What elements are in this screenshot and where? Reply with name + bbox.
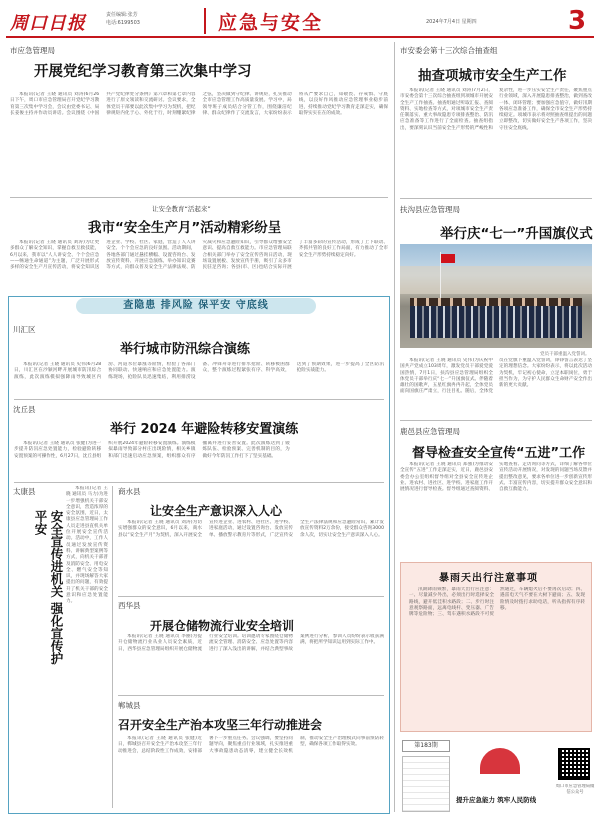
label-fugou: 扶沟县应急管理局 bbox=[400, 205, 460, 214]
headline-shenqiu: 举行 2024 年避险转移安置演练 bbox=[110, 422, 299, 437]
headline-taikang-text: 安全宣传进机关 强化宣传护平安 bbox=[33, 510, 64, 665]
article-xihua: 本报讯(记者 王晓 通讯员 李丽)为提升仓储物流行业从业人员安全素质，近日，西华县应急管理局组织开展仓储物流行业安全培训。培训邀请专家围绕仓储物流安全管理、消防安全、应急处置等内容进行了深入浅出的讲解，并结合典型事故案例进行分析，参训人员纷纷表示收获满满，将把所学知识运用到实际工作中。 bbox=[118, 634, 384, 652]
article-yuncheng: 本报讯(记者 王晓 通讯员 张健)近日，郸城县召开安全生产治本攻坚三年行动推进会，总结阶段性工作成效，安排部署下一步重点任务。会议强调，要坚持问题导向，聚焦重点行业领域，扎实推进重大事故隐患动态清零，建立健全长效机制，推动安全生产治理模式向事前预防转型，确保各项工作取得实效。 bbox=[118, 736, 384, 754]
headline-month: 我市“安全生产月”活动精彩纷呈 bbox=[88, 220, 282, 236]
phone-info: 电话:6199503 bbox=[106, 20, 140, 26]
article-month: 本报讯(记者 王晓 通讯员 刘涛)为让更多群众了解安全知识，掌握自救互救技能，6月以来，我市以“人人讲安全、个个会应急——畅通生命通道”为主题，广泛开展形式多样的安全生产月宣传活动，将安全知识送进企业、学校、社区、家庭，营造了人人讲安全、个个会应急的良好氛围。活动期间，各地各部门通过悬挂横幅、设置咨询台、发放宣传资料、开展应急演练、举办知识竞赛等方式，向群众普及安全生产法律法规、防灾减灾和应急避险知识，引导群众增强安全意识、提高自救互救能力。市应急管理局联合相关部门举办了安全宣传咨询日活动，现场设置展板、发放宣传手册，吸引了众多市民驻足咨询；各县(市、区)也结合实际开展了丰富多彩的宣传活动，形成了上下联动、齐抓共管的良好工作局面，有力推动了全市安全生产形势持续稳定向好。 bbox=[10, 240, 388, 271]
page-number: 3 bbox=[568, 6, 587, 36]
headline-chuanhui: 举行城市防汛综合演练 bbox=[120, 342, 251, 357]
label-xihua: 西华县 bbox=[118, 601, 141, 610]
title-bar-left bbox=[204, 8, 206, 34]
divider bbox=[118, 596, 384, 597]
article-luyi: 本报讯(记者 王晓 通讯员 郑强)为推动安全宣传“五进”工作走深走实，近日，鹿邑县安委会办公室组织督导组对全县安全宣传进企业、进农村、进社区、进学校、进家庭工作开展情况进行督导检查。督导组通过查阅资料、实地查看、走访询问等方式，详细了解各单位宣传活动开展情况，对发现的问题当场反馈并提出整改意见，要求各单位进一步创新宣传形式、丰富宣传内容，切实提升群众安全意识和自救互救能力。 bbox=[400, 462, 592, 493]
masthead bbox=[6, 6, 594, 38]
headline-taikang bbox=[30, 510, 64, 670]
column-divider bbox=[394, 42, 395, 812]
divider bbox=[400, 420, 592, 421]
divider bbox=[400, 198, 592, 199]
article-inspect: 本报讯(记者 王晓 通讯员 刘涛)7月2日，市安委会第十三次综合抽查组到项城市开展安全生产工作抽查。抽查组通过听取汇报、查阅资料、实地检查等方式，对项城市安全生产责任制落实、重大事故隐患专项排查整治、防汛应急准备等工作进行了全面检查。抽查组指出，要深刻认识当前安全生产形势的严峻性和复杂性，进一步压实安全生产责任，聚焦重点行业领域，深入开展隐患排查整治，做到查改一体、闭环管理；要加强应急值守，做好汛期各项应急准备工作，确保全市安全生产形势持续稳定。项城市表示将对照抽查组提出的问题立即整改，切实做好安全生产各项工作，坚决守住安全底线。 bbox=[400, 88, 592, 131]
qr-code bbox=[558, 748, 590, 780]
article-shangshui: 本报讯(记者 王晓 通讯员 刘涛)为切实增强群众的安全意识，6月以来，商水县以“安全生产月”为契机，深入开展安全宣传进企业、进农村、进社区、进学校、进家庭活动，通过设置咨询台、发放宣传单、播放警示教育片等形式，广泛宣传安全生产法律法规和应急避险常识，累计发放宣传资料2万余份，接受群众咨询3000余人次，切实让安全生产意识深入人心。 bbox=[118, 520, 384, 538]
article-chuanhui: 本报讯(记者 王晓 通讯员 史伟)6月28日，川汇区在沙颍河畔开展城市防汛综合演练，此次演练模拟强降雨导致城区内涝、河道水位暴涨等险情，检验了各部门协同联动、快速响应和应急处置能力。演练现场，抢险队员迅速集结，利用排涝设备、冲锋舟等进行排水抢险、转移被困群众，整个演练过程紧张有序、科学高效，达到了预期效果，进一步提高了全区防汛抢险实战能力。 bbox=[14, 362, 384, 380]
label-city-discipline: 市应急管理局 bbox=[10, 46, 55, 55]
section-title: 应急与安全 bbox=[218, 12, 324, 34]
label-luyi: 鹿邑县应急管理局 bbox=[400, 427, 460, 436]
emblem-graphic bbox=[480, 748, 520, 774]
label-taikang: 太康县 bbox=[13, 487, 36, 496]
divider bbox=[14, 399, 384, 400]
team-info-box bbox=[402, 756, 450, 812]
divider bbox=[118, 695, 384, 696]
divider bbox=[14, 482, 384, 483]
headline-fugou: 举行庆“七一”升国旗仪式 bbox=[440, 226, 593, 242]
article-tips: 汛期降雨频繁，暴雨天出行应注意：一、尽量减少外出，必须出行时选择安全路线，避开低洼积水路段；二、步行时注意观察路面，远离电线杆、变压器、广告牌等危险物；三、驾车遇积水路段不可贸然通过，车辆熄火后不要再次启动；四、遇雷电天气不要在大树下避雨；五、发现险情及时拨打求助电话，听从指挥有序转移。 bbox=[409, 587, 585, 618]
headline-yuncheng: 召开安全生产治本攻坚三年行动推进会 bbox=[118, 718, 323, 732]
issue-badge bbox=[402, 740, 450, 752]
qr-label: 周口市应急管理局微信公众号 bbox=[555, 784, 595, 795]
newspaper-logo: 周口日报 bbox=[10, 13, 86, 34]
label-city-committee: 市安委会第十三次综合抽查组 bbox=[400, 46, 498, 55]
label-shangshui: 商水县 bbox=[118, 487, 141, 496]
subhead-month: 让安全教育“活起来” bbox=[152, 205, 211, 213]
label-shenqiu: 沈丘县 bbox=[13, 405, 36, 414]
headline-luyi: 督导检查安全宣传“五进”工作 bbox=[412, 446, 586, 461]
issue-number: 第183期 bbox=[414, 742, 438, 749]
headline-tips: 暴雨天出行注意事项 bbox=[439, 573, 538, 584]
flag-ceremony-photo bbox=[400, 244, 592, 348]
headline-xihua: 开展仓储物流行业安全培训 bbox=[150, 619, 295, 633]
article-taikang: 本报讯(记者 王晓 通讯员 马力)为进一步增强机关干部安全意识，营造浓厚的安全氛围，近日，太康县应急管理局工作人员走进县直机关单位开展安全宣传活动。活动中，工作人员通过发放宣传资料、讲解典型案例等方式，向机关干部普及消防安全、用电安全、燃气安全等知识，并现场解答大家提出的问题，有效提升了机关干部的安全意识和应急处置能力。 bbox=[66, 486, 108, 605]
banner bbox=[76, 298, 316, 314]
footer-slogan: 提升应急能力 筑牢人民防线 bbox=[456, 796, 537, 804]
headline-shangshui: 让安全生产意识深入人心 bbox=[150, 504, 283, 518]
masthead-rule bbox=[6, 36, 594, 38]
label-yuncheng: 郸城县 bbox=[118, 701, 141, 710]
label-chuanhui: 川汇区 bbox=[13, 325, 36, 334]
issue-date: 2024年7月4日 星期四 bbox=[426, 19, 477, 25]
editor-info: 责任编辑:张芳 bbox=[106, 12, 138, 18]
article-discipline: 本报讯(记者 王晓 通讯员 刘涛)6月26日下午，周口市应急管理局召开党纪学习教育第三次集中学习会，会议由党委书记、局长姜俊主持并作动员讲话。会议围绕《中国共产党纪律处分条例》第六章和第七章内容进行了原文领读和交流研讨。会议要求，全体党员干部要以此次集中学习为契机，把纪律规矩内化于心、外化于行，时刻绷紧纪律之弦，坚决做到守纪律、讲规矩，扎实推动全市应急管理工作高质量发展。学习中，局领导班子成员结合分管工作，围绕廉洁纪律、群众纪律作了交流发言，大家纷纷表示将从严要求自己，知敬畏、存戒惧、守底线，以良好作风推动应急管理事业稳步前进，持续推动党纪学习教育走深走实，确保取得实实在在的成效。 bbox=[10, 92, 388, 116]
divider bbox=[112, 486, 113, 808]
tips-box bbox=[400, 562, 592, 732]
headline-discipline: 开展党纪学习教育第三次集中学习 bbox=[34, 64, 252, 80]
banner-text: 查隐患 排风险 保平安 守底线 bbox=[123, 300, 269, 311]
article-shenqiu: 本报讯(记者 王晓 通讯员 张健)为进一步提升防汛应急处置能力，检验避险转移安置预案的可操作性，6月27日，沈丘县组织开展2024年避险转移安置演练。演练模拟暴雨导致部分村庄出现险情，相关乡镇和部门迅速启动应急预案，组织群众有序撤离并进行妥善安置。此次演练达到了锻炼队伍、检验预案、完善机制的目的，为做好今年防汛工作打下了坚实基础。 bbox=[14, 441, 290, 459]
divider bbox=[10, 197, 388, 198]
photo-caption: 党员干部重温入党誓词。 bbox=[540, 352, 590, 357]
article-fugou: 本报讯(记者 王晓 通讯员 史伟)为庆祝中国共产党成立103周年，激发党员干部爱党爱国热情，7月1日，扶沟县应急管理局组织全体党员干部举行庆“七一”升国旗仪式。伴随着雄壮的国歌声，五星红旗冉冉升起，全体党员面向国旗庄严肃立，行注目礼。随后，全体党员在党旗下重温入党誓词，铮铮誓言表达了坚定的理想信念。大家纷纷表示，将以此次活动为契机，牢记初心使命，立足本职岗位，勇于担当作为，为守护人民群众生命财产安全作出新的更大贡献。 bbox=[400, 358, 592, 395]
headline-inspect: 抽查项城市安全生产工作 bbox=[418, 68, 567, 84]
